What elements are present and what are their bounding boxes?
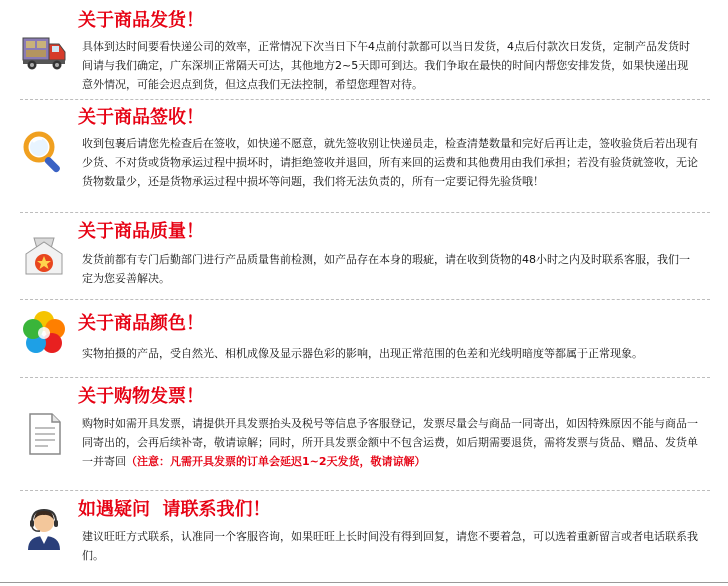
invoice-warning-text: （注意：凡需开具发票的订单会延迟1~2天发货，敬请谅解） (126, 455, 426, 468)
magnifier-icon (20, 128, 68, 176)
section-body: 发货前都有专门后勤部门进行产品质量售前检测，如产品存在本身的瑕疵，请在收到货物的48小时之内及时联系客服，我们一定为您妥善解决。 (82, 253, 690, 285)
delivery-truck-icon (20, 26, 68, 74)
section-body: 具体到达时间要看快递公司的效率，正常情况下次当日下午4点前付款都可以当日发货，4点后付款次日发货，定制产品发货时间请与我们确定，广东深圳正常隔天可达，其他地方2~5天即可到达。我们争取在最快的时间内帮您安排发货，如果快递出现意外情况，可能会迟点到货，但这点我们无法控制，希望您理智对待。 (82, 40, 690, 91)
invoice-document-icon (20, 410, 68, 458)
section-title: 关于购物发票！ (78, 386, 204, 407)
section-title: 关于商品颜色！ (78, 313, 204, 334)
section-title: 关于商品质量！ (78, 221, 204, 242)
invoice-body-text: 购物时如需开具发票，请提供开具发票抬头及税号等信息予客服登记，发票尽量会与商品一同寄出，如因特殊原因不能与商品一同寄出的，会再后续补寄，敬请谅解；同时，所开具发票金额中不包含运费，如后期需要退货，需将发票与货品、赠品、发货单一并寄回 (82, 417, 698, 468)
section-body: 收到包裹后请您先检查后在签收，如快递不愿意，就先签收别让快递员走，检查清楚数量和完好后再让走，签收验货后若出现有少货、不对货或货物承运过程中损坏时，请拒绝签收并退回，所有来回的运费和其他费用由我们承担；若没有验货就签收，无论货物数量少，还是货物承运过程中损坏等问题，我们将无法负责的，所有一定要记得先验货哦！ (82, 137, 698, 188)
section-title: 如遇疑问 请联系我们！ (78, 499, 271, 520)
section-divider (20, 490, 710, 491)
section-body: 实物拍摄的产品，受自然光、相机成像及显示器色彩的影响，出现正常范围的色差和光线明暗度等都属于正常现象。 (82, 347, 643, 360)
section-title: 关于商品发货！ (78, 10, 204, 31)
bottom-border (0, 582, 728, 583)
section-divider (20, 299, 710, 300)
section-divider (20, 377, 710, 378)
section-divider (20, 99, 710, 100)
section-body: 建议旺旺方式联系，认准同一个客服咨询，如果旺旺上长时间没有得到回复，请您不要着急，可以选着重新留言或者电话联系我们。 (82, 530, 698, 562)
customer-service-icon (20, 504, 68, 552)
section-body (82, 414, 698, 471)
section-title: 关于商品签收！ (78, 107, 204, 128)
section-divider (20, 212, 710, 213)
quality-badge-icon (20, 234, 68, 282)
color-petals-icon (20, 309, 68, 357)
